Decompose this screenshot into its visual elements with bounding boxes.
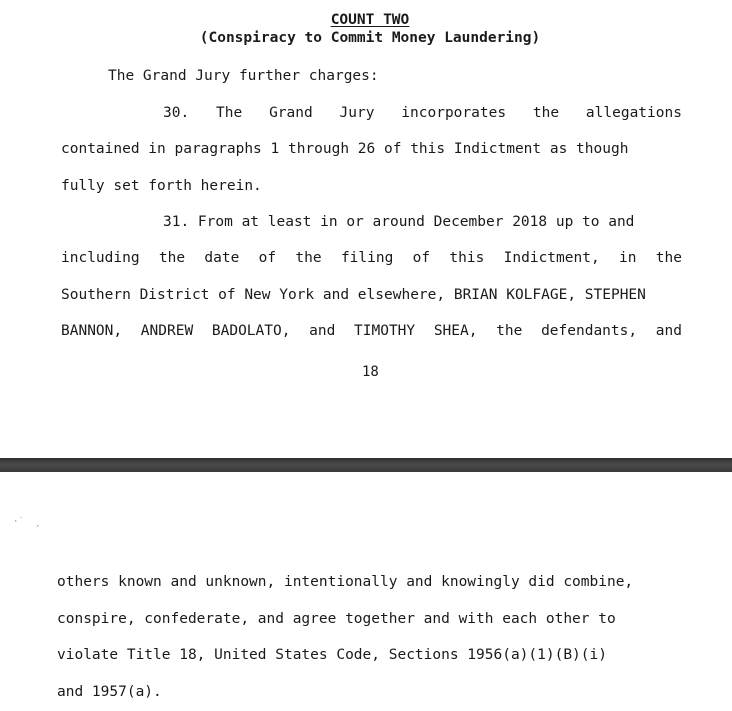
- word: of: [258, 250, 277, 266]
- word: Grand: [269, 105, 313, 121]
- page19-line3: violate Title 18, United States Code, Sections 1956(a)(1)(B)(i): [57, 647, 607, 663]
- page19-line1: others known and unknown, intentionally and knowingly did combine,: [57, 574, 634, 590]
- word: and: [309, 323, 336, 339]
- scan-speck: ·˙: [13, 517, 24, 527]
- word: the: [295, 250, 322, 266]
- word: defendants,: [541, 323, 638, 339]
- word: the: [158, 250, 186, 266]
- word: ANDREW: [140, 323, 194, 339]
- count-heading: COUNT TWO: [330, 12, 410, 28]
- word: Indictment,: [503, 250, 600, 266]
- document-page-19: [0, 472, 732, 711]
- word: BADOLATO,: [211, 323, 291, 339]
- word: date: [204, 250, 240, 266]
- para30-line2: contained in paragraphs 1 through 26 of this Indictment as though: [61, 141, 629, 157]
- word: and: [655, 323, 682, 339]
- para30-line1: [163, 104, 682, 122]
- word: filing: [340, 250, 394, 266]
- para31-line2: [61, 249, 682, 267]
- word: SHEA,: [433, 323, 478, 339]
- word: including: [61, 250, 140, 266]
- page19-line2: conspire, confederate, and agree together and with each other to: [57, 611, 616, 627]
- page-divider: [0, 458, 732, 472]
- scan-speck: ·: [35, 522, 41, 532]
- word: TIMOTHY: [354, 323, 416, 339]
- para31-line1: 31. From at least in or around December 2018 up to and: [163, 214, 635, 230]
- word: the: [496, 323, 523, 339]
- word: BANNON,: [61, 323, 123, 339]
- count-subheading: (Conspiracy to Commit Money Laundering): [199, 30, 541, 46]
- para31-line4: [61, 322, 682, 340]
- word: the: [655, 250, 682, 266]
- word: the: [532, 105, 560, 121]
- word: 30.: [163, 105, 190, 121]
- word: this: [449, 250, 485, 266]
- word: of: [412, 250, 431, 266]
- page19-line4: and 1957(a).: [57, 684, 162, 700]
- word: The: [216, 105, 243, 121]
- word: incorporates: [401, 105, 507, 121]
- word: Jury: [339, 105, 375, 121]
- para31-line3: Southern District of New York and elsewhere, BRIAN KOLFAGE, STEPHEN: [61, 287, 646, 303]
- para30-line3: fully set forth herein.: [61, 178, 262, 194]
- page-number: 18: [362, 364, 379, 380]
- word: in: [619, 250, 637, 266]
- word: allegations: [585, 105, 682, 121]
- intro-line: The Grand Jury further charges:: [108, 68, 379, 84]
